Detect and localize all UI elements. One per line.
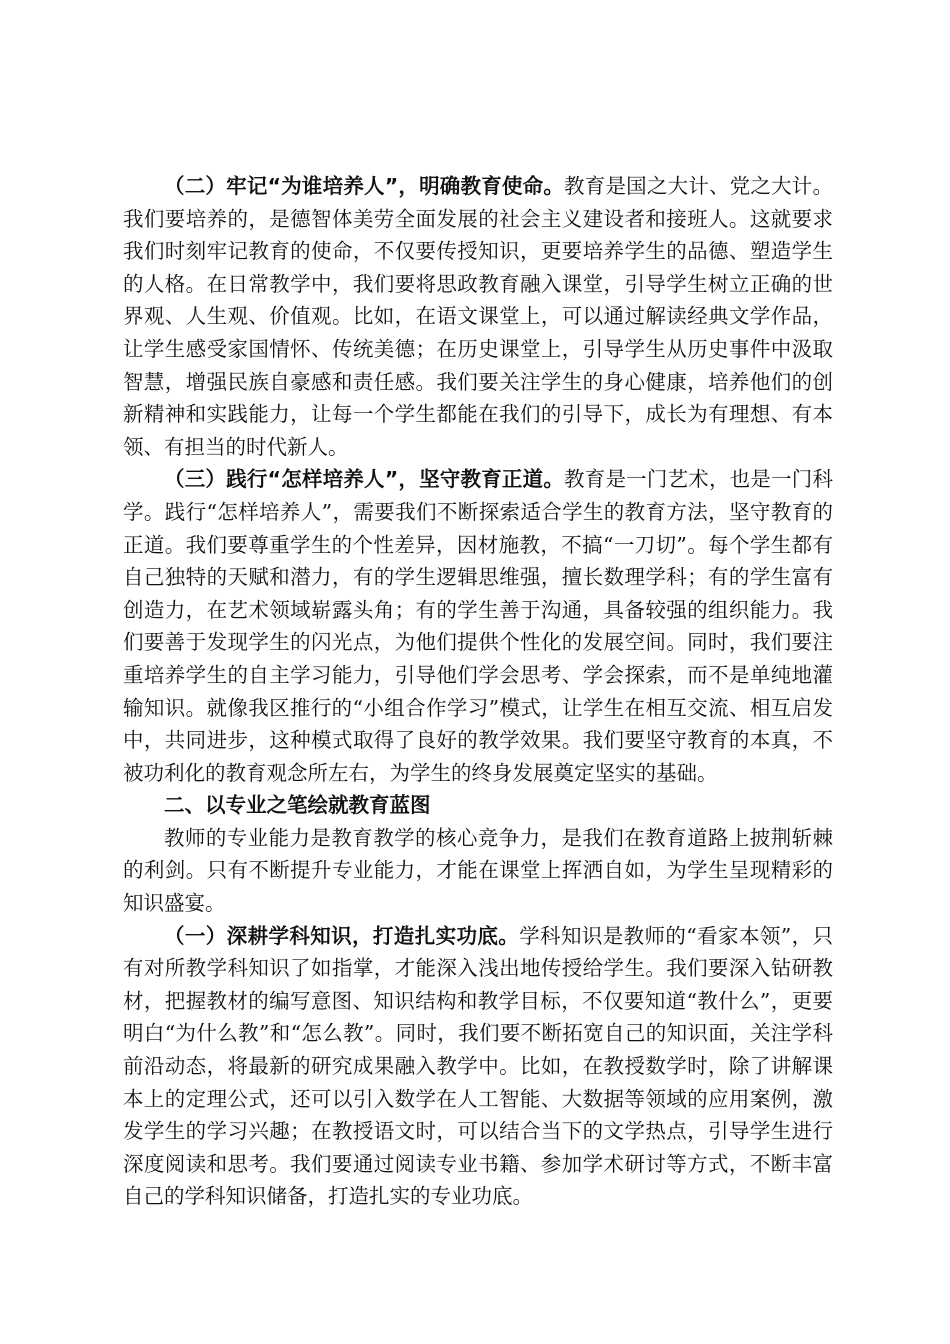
paragraph-lead: （一）深耕学科知识，打造扎实功底。 — [164, 923, 520, 948]
paragraph-lead: （二）牢记“为谁培养人”，明确教育使命。 — [164, 174, 565, 198]
document-page — [123, 170, 833, 1213]
paragraph-method — [123, 463, 833, 789]
paragraph-body: 教育是国之大计、党之大计。我们要培养的，是德智体美劳全面发展的社会主义建设者和接班人。这就要求我们时刻牢记教育的使命，不仅要传授知识，更要培养学生的品德、塑造学生的人格。在日常教学中，我们要将思政教育融入课堂，引导学生树立正确的世界观、人生观、价值观。比如，在语文课堂上，可以通过解读经典文学作品，让学生感受家国情怀、传统美德；在历史课堂上，引导学生从历史事件中汲取智慧，增强民族自豪感和责任感。我们要关注学生的身心健康，培养他们的创新精神和实践能力，让每一个学生都能在我们的引导下，成长为有理想、有本领、有担当的时代新人。 — [123, 174, 834, 459]
paragraph-body: 学科知识是教师的“看家本领”，只有对所教学科知识了如指掌，才能深入浅出地传授给学生。我们要深入钻研教材，把握教材的编写意图、知识结构和教学目标，不仅要知道“教什么”，更要明白“为什么教”和“怎么教”。同时，我们要不断拓宽自己的知识面，关注学科前沿动态，将最新的研究成果融入教学中。比如，在教授数学时，除了讲解课本上的定理公式，还可以引入数学在人工智能、大数据等领域的应用案例，激发学生的学习兴趣；在教授语文时，可以结合当下的文学热点，引导学生进行深度阅读和思考。我们要通过阅读专业书籍、参加学术研讨等方式，不断丰富自己的学科知识储备，打造扎实的专业功底。 — [123, 923, 833, 1209]
paragraph-mission — [123, 170, 833, 463]
paragraph-body: 教育是一门艺术，也是一门科学。践行“怎样培养人”，需要我们不断探索适合学生的教育方法，坚守教育的正道。我们要尊重学生的个性差异，因材施教，不搞“一刀切”。每个学生都有自己独特的天赋和潜力，有的学生逻辑思维强，擅长数理学科；有的学生富有创造力，在艺术领域崭露头角；有的学生善于沟通，具备较强的组织能力。我们要善于发现学生的闪光点，为他们提供个性化的发展空间。同时，我们要注重培养学生的自主学习能力，引导他们学会思考、学会探索，而不是单纯地灌输知识。就像我区推行的“小组合作学习”模式，让学生在相互交流、相互启发中，共同进步，这种模式取得了良好的教学效果。我们要坚守教育的本真，不被功利化的教育观念所左右，为学生的终身发展奠定坚实的基础。 — [123, 467, 834, 785]
section-heading: 二、以专业之笔绘就教育蓝图 — [164, 793, 431, 818]
section-intro: 教师的专业能力是教育教学的核心竞争力，是我们在教育道路上披荆斩棘的利剑。只有不断提升专业能力，才能在课堂上挥洒自如，为学生呈现精彩的知识盛宴。 — [123, 825, 833, 916]
paragraph-knowledge — [123, 920, 833, 1213]
paragraph-lead: （三）践行“怎样培养人”，坚守教育正道。 — [164, 467, 565, 492]
